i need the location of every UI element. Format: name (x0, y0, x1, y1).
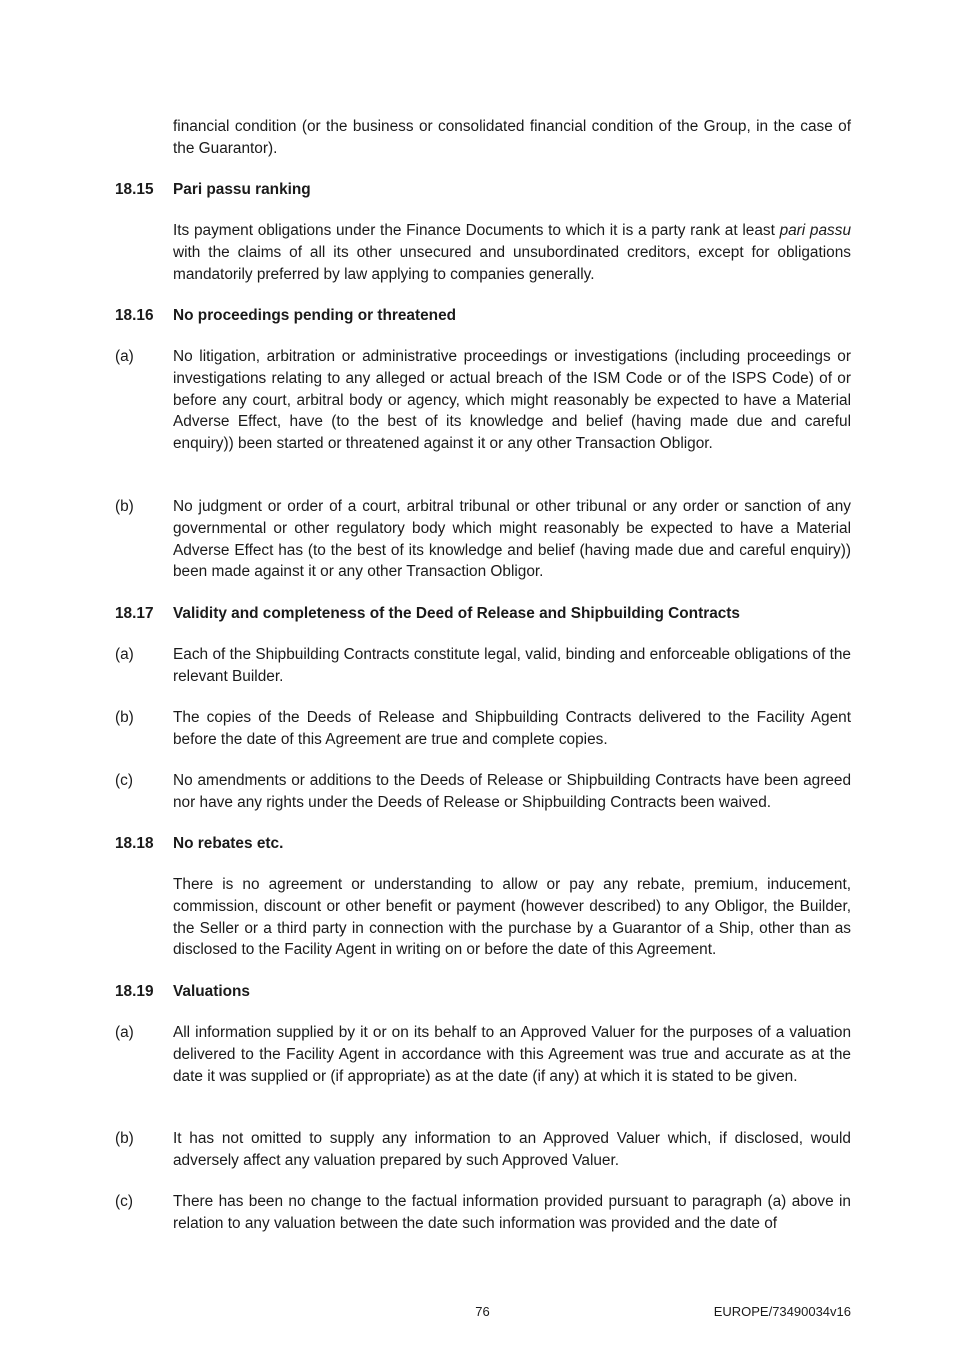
list-item: There has been no change to the factual information provided pursuant to paragraph (a) above in relation to any valuation between the date such information was provided and the date of (173, 1193, 851, 1232)
section-heading-18-16: No proceedings pending or threatened (173, 307, 457, 324)
section-number-18-19: 18.19 (115, 983, 154, 1000)
list-item: No litigation, arbitration or administrative proceedings or investigations (including proceedings or investigations relating to any alleged or actual breach of the ISM Code or of the ISPS Code) of or before any court, arbitral body or agency, which might reasonably be expected to have a Material Adverse Effect, have (to the best of its knowledge and belief (having made due and careful enquiry)) been started or threatened against it or any other Transaction Obligor. (173, 348, 851, 453)
item-label: (c) (115, 1193, 133, 1210)
section-18-18-paragraph: There is no agreement or understanding to allow or pay any rebate, premium, inducement, commission, discount or other benefit or payment (however described) to any Obligor, the Builder, the Seller or a third party in connection with the purchase by a Guarantor of a Ship, other than as disclosed to the Facility Agent in writing on or before the date of this Agreement. (173, 876, 851, 959)
italic-term: pari passu (779, 222, 852, 239)
section-number-18-17: 18.17 (115, 605, 154, 622)
item-label: (a) (115, 646, 134, 663)
list-item: All information supplied by it or on its behalf to an Approved Valuer for the purposes of a valuation delivered to the Facility Agent in accordance with this Agreement was true and accurate as at the date it was supplied or (if appropriate) as at the date (if any) at which it is stated to be given. (173, 1024, 851, 1085)
section-heading-18-15: Pari passu ranking (173, 181, 311, 198)
item-label: (a) (115, 1024, 134, 1041)
section-18-15-paragraph: Its payment obligations under the Finance Documents to which it is a party rank at least pari passu with the claims of all its other unsecured and unsubordinated creditors, except for obligations mandatorily preferred by law applying to companies generally. (173, 222, 852, 283)
page-number: 76 (475, 1304, 490, 1319)
item-label: (b) (115, 1130, 134, 1147)
section-number-18-15: 18.15 (115, 181, 154, 198)
item-label: (c) (115, 772, 133, 789)
item-label: (a) (115, 348, 134, 365)
list-item: No judgment or order of a court, arbitral tribunal or other tribunal or any order or sanction of any governmental or other regulatory body which might reasonably be expected to have a Material Adverse Effect has (to the best of its knowledge and belief (having made due and careful enquiry)) been made against it or any other Transaction Obligor. (173, 498, 851, 581)
section-heading-18-19: Valuations (173, 983, 250, 1000)
item-label: (b) (115, 709, 134, 726)
list-item: No amendments or additions to the Deeds of Release or Shipbuilding Contracts have been agreed nor have any rights under the Deeds of Release or Shipbuilding Contracts been waived. (173, 772, 851, 811)
item-label: (b) (115, 498, 134, 515)
section-heading-18-18: No rebates etc. (173, 835, 284, 852)
intro-paragraph: financial condition (or the business or consolidated financial condition of the Group, in the case of the Guarantor). (173, 118, 851, 157)
list-item: The copies of the Deeds of Release and Shipbuilding Contracts delivered to the Facility Agent before the date of this Agreement are true and complete copies. (173, 709, 851, 748)
list-item: Each of the Shipbuilding Contracts constitute legal, valid, binding and enforceable obligations of the relevant Builder. (173, 646, 851, 685)
section-number-18-18: 18.18 (115, 835, 154, 852)
document-reference: EUROPE/73490034v16 (713, 1304, 851, 1319)
section-heading-18-17: Validity and completeness of the Deed of Release and Shipbuilding Contracts (173, 605, 740, 622)
list-item: It has not omitted to supply any information to an Approved Valuer which, if disclosed, would adversely affect any valuation prepared by such Approved Valuer. (173, 1130, 851, 1169)
section-number-18-16: 18.16 (115, 307, 154, 324)
